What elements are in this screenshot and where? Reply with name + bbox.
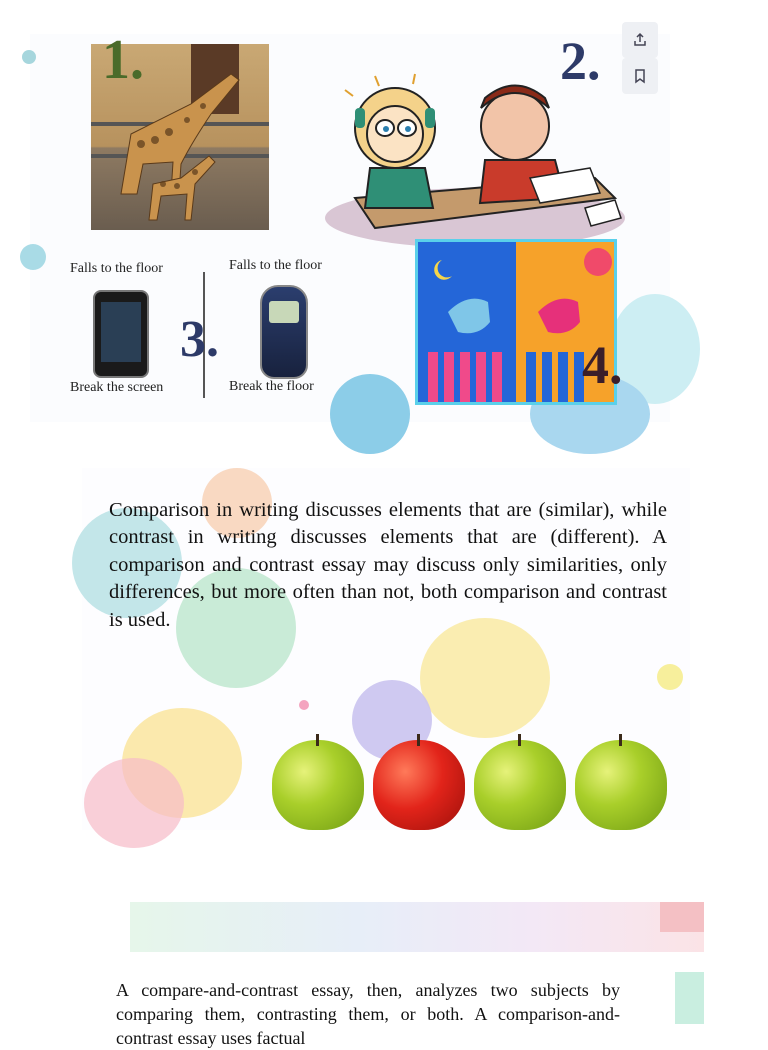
slide-2-definition xyxy=(82,468,690,830)
right-phone-top-label: Falls to the floor xyxy=(229,258,322,273)
bubble-decoration xyxy=(657,664,683,690)
bubble-decoration xyxy=(299,700,309,710)
comparison-definition-text: Comparison in writing discusses elements that are (similar), while contrast in writing discusses elements that are (different). A comparison and contrast essay may discuss only similarities, only differences, but more often than not, both comparison and contrast is used. xyxy=(109,498,667,631)
bubble-decoration xyxy=(84,758,184,848)
smartphone-image xyxy=(93,290,149,378)
example-number-3: 3. xyxy=(180,311,219,368)
bubble-decoration xyxy=(20,244,46,270)
bubble-decoration xyxy=(330,374,410,454)
essay-definition-text: A compare-and-contrast essay, then, analyzes two subjects by comparing them, contrasting them, or both. A comparison-and-contrast essay uses factual xyxy=(116,980,620,1048)
left-phone-top-label: Falls to the floor xyxy=(70,261,163,276)
green-apple xyxy=(272,740,364,830)
bubble-decoration xyxy=(660,902,704,932)
bubble-decoration xyxy=(22,50,36,64)
bubble-decoration xyxy=(130,902,704,952)
students-cartoon xyxy=(315,68,635,248)
slide-3-essay-definition xyxy=(116,902,704,1048)
slide-1-examples xyxy=(30,29,670,422)
share-button[interactable] xyxy=(622,22,658,58)
left-phone-bottom-label: Break the screen xyxy=(70,380,164,395)
example-number-2: 2. xyxy=(560,31,601,91)
feature-phone-image xyxy=(260,285,308,379)
red-apple xyxy=(373,740,465,830)
green-apple xyxy=(575,740,667,830)
share-icon xyxy=(632,32,648,48)
bubble-decoration xyxy=(675,972,704,1024)
right-phone-bottom-label: Break the floor xyxy=(229,379,314,394)
bubble-decoration xyxy=(420,618,550,738)
green-apple xyxy=(474,740,566,830)
example-number-4: 4. xyxy=(582,335,623,395)
example-number-1: 1. xyxy=(102,29,144,91)
